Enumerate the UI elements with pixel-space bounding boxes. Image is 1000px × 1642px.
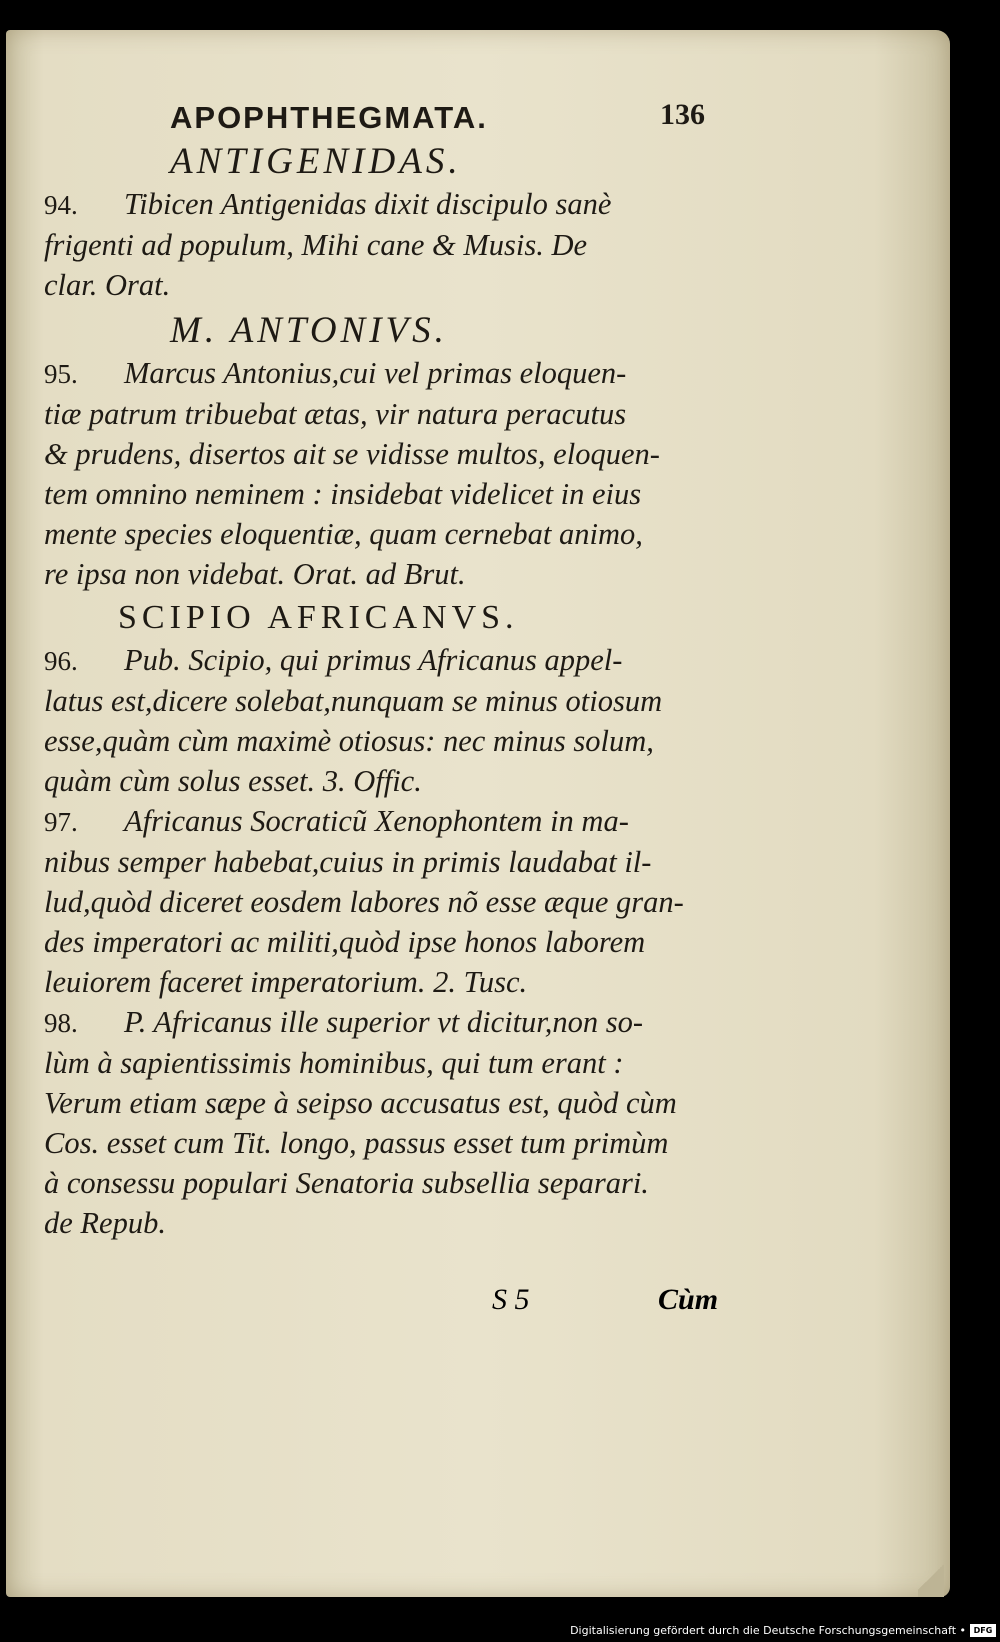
entry-line: de Repub.	[44, 1206, 166, 1240]
entry-line: 96. Pub. Scipio, qui primus Africanus appel-	[44, 640, 724, 681]
entry-line: lud,quòd diceret eosdem labores nõ esse æque gran-	[44, 885, 684, 919]
entry-line: tiæ patrum tribuebat ætas, vir natura peracutus	[44, 397, 627, 431]
entry-94	[44, 184, 724, 305]
entry-number: 96.	[44, 646, 78, 676]
section-heading-scipio: SCIPIO AFRICANVS.	[118, 599, 519, 636]
digitization-bar	[0, 1620, 1000, 1642]
entry-line: tem omnino neminem : insidebat videlicet in eius	[44, 477, 642, 511]
entry-number: 95.	[44, 359, 78, 389]
entry-97	[44, 801, 724, 1002]
entry-line: re ipsa non videbat. Orat. ad Brut.	[44, 557, 466, 591]
signature-mark: S 5	[492, 1283, 530, 1316]
entry-number: 97.	[44, 807, 78, 837]
entry-line: mente species eloquentiæ, quam cernebat animo,	[44, 517, 643, 551]
entry-line: & prudens, disertos ait se vidisse multos, eloquen-	[44, 437, 660, 471]
entry-line: à consessu populari Senatoria subsellia separari.	[44, 1166, 649, 1200]
entry-line: nibus semper habebat,cuius in primis laudabat il-	[44, 845, 652, 879]
entry-line: frigenti ad populum, Mihi cane & Musis. De	[44, 228, 588, 262]
entry-line: 94. Tibicen Antigenidas dixit discipulo sanè	[44, 184, 724, 225]
entry-line: lùm à sapientissimis hominibus, qui tum erant :	[44, 1046, 624, 1080]
entry-95	[44, 353, 724, 594]
entry-line: clar. Orat.	[44, 268, 171, 302]
page-text	[44, 90, 724, 1243]
entry-line: quàm cùm solus esset. 3. Offic.	[44, 764, 422, 798]
page-corner	[918, 1557, 944, 1597]
page-number: 136	[660, 98, 705, 131]
catchword: Cùm	[658, 1283, 719, 1316]
entry-line: leuiorem faceret imperatorium. 2. Tusc.	[44, 965, 528, 999]
entry-line: Cos. esset cum Tit. longo, passus esset tum primùm	[44, 1126, 669, 1160]
dfg-logo-icon: DFG	[970, 1624, 996, 1637]
entry-98	[44, 1002, 724, 1243]
entry-line: des imperatori ac militi,quòd ipse honos laborem	[44, 925, 646, 959]
entry-line: 95. Marcus Antonius,cui vel primas eloquen-	[44, 353, 724, 394]
running-header	[44, 90, 724, 140]
running-title: APOPHTHEGMATA.	[170, 100, 488, 135]
section-heading-antigenidas: ANTIGENIDAS.	[170, 141, 462, 182]
entry-number: 94.	[44, 190, 78, 220]
entry-line: esse,quàm cùm maximè otiosus: nec minus solum,	[44, 724, 654, 758]
entry-96	[44, 640, 724, 801]
entry-line: latus est,dicere solebat,nunquam se minus otiosum	[44, 684, 663, 718]
page-footer	[450, 1283, 750, 1323]
entry-line: Verum etiam sæpe à seipso accusatus est, quòd cùm	[44, 1086, 677, 1120]
entry-number: 98.	[44, 1008, 78, 1038]
section-heading-antonius: M. ANTONIVS.	[170, 310, 448, 351]
entry-line: 97. Africanus Socraticũ Xenophontem in ma-	[44, 801, 724, 842]
entry-line: 98. P. Africanus ille superior vt dicitur,non so-	[44, 1002, 724, 1043]
funding-note: Digitalisierung gefördert durch die Deutsche Forschungsgemeinschaft •	[570, 1624, 966, 1637]
